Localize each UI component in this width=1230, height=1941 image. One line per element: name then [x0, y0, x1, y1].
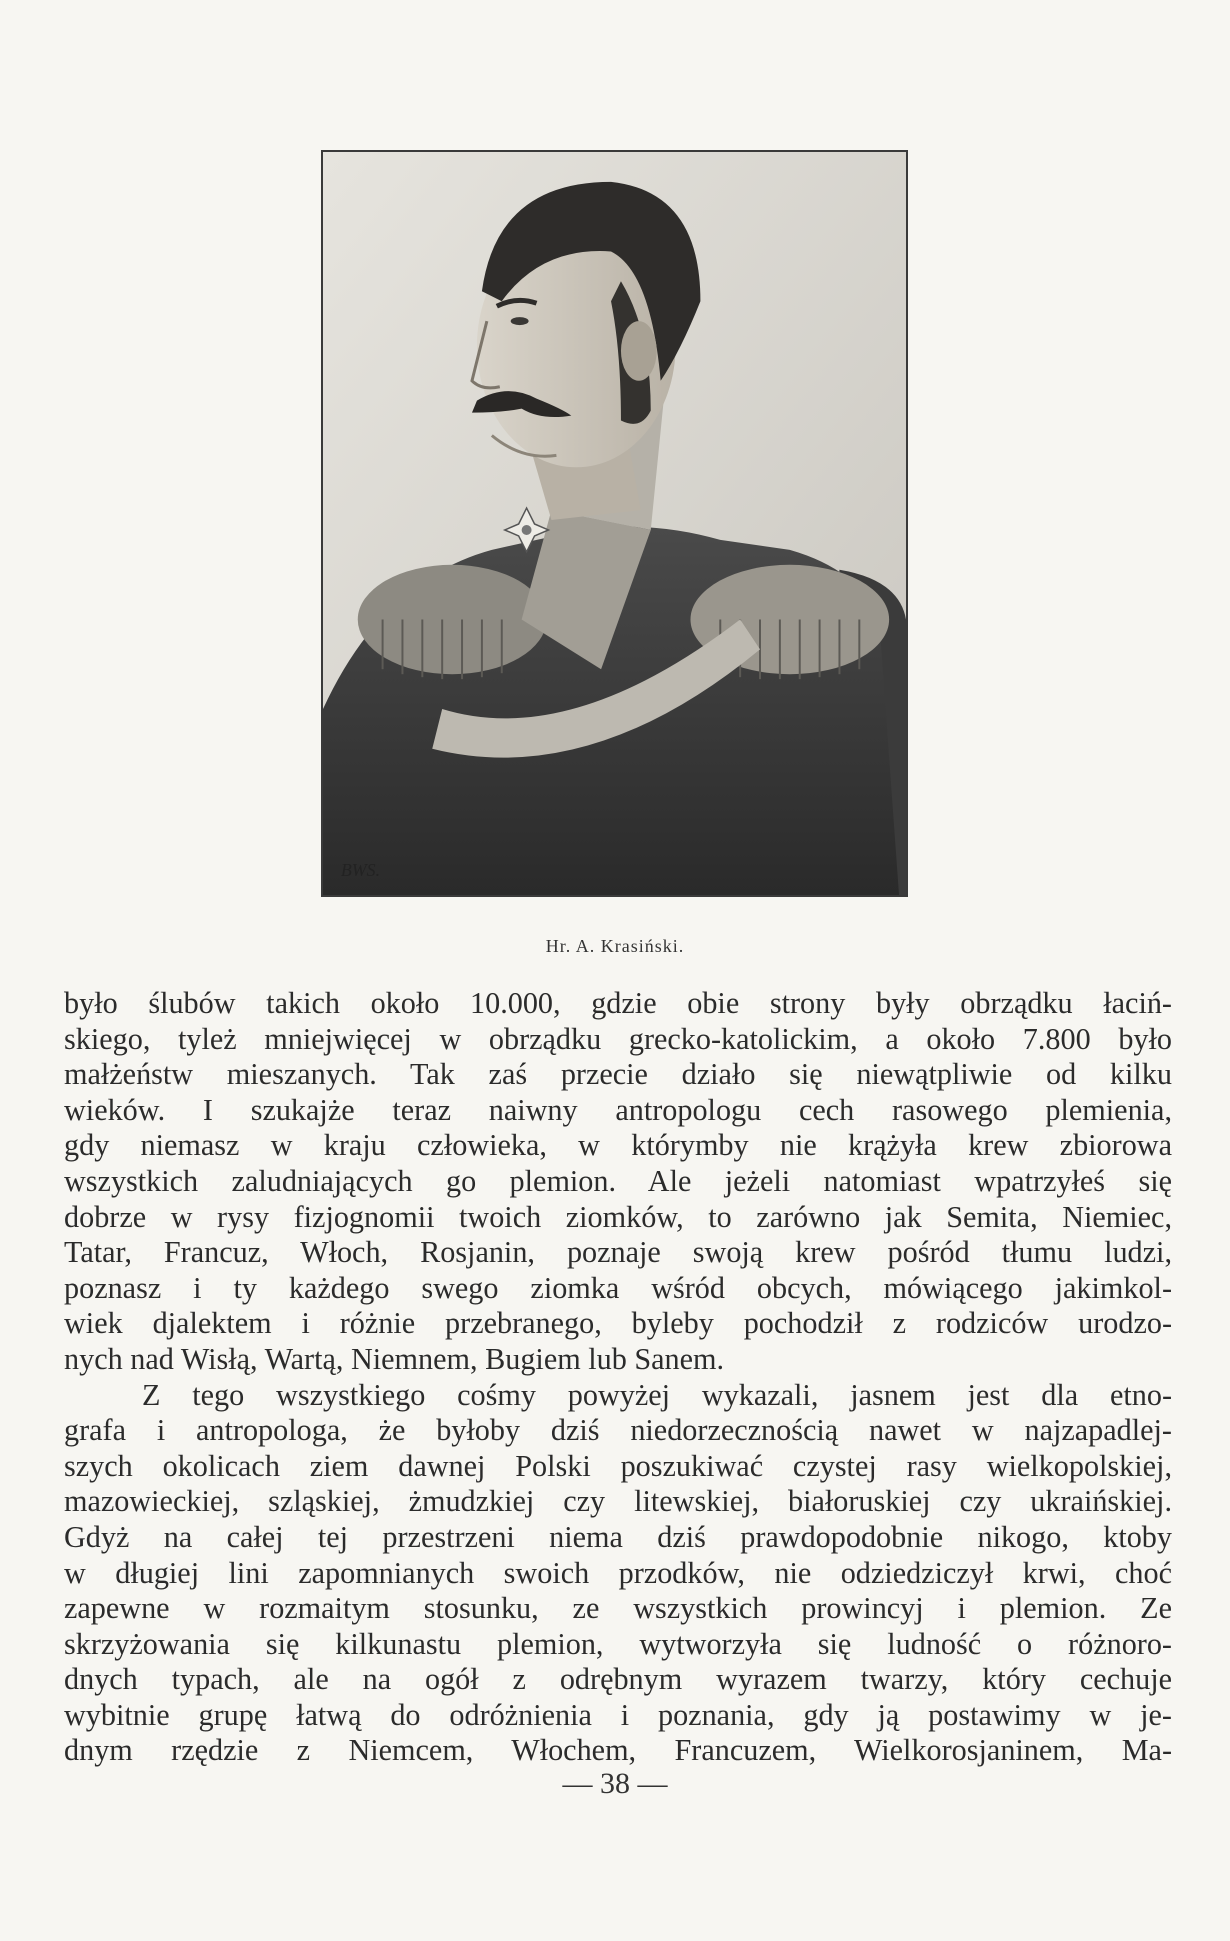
text-line: wszystkich zaludniających go plemion. Ale jeżeli natomiast wpatrzyłeś się	[64, 1163, 1172, 1198]
body-text	[64, 986, 1172, 1769]
text-line: wybitnie grupę łatwą do odróżnienia i poznania, gdy ją postawimy w je-	[64, 1697, 1172, 1732]
text-line: dnym rzędzie z Niemcem, Włochem, Francuzem, Wielkorosjaninem, Ma-	[64, 1733, 1172, 1768]
text-line: dnych typach, ale na ogół z odrębnym wyrazem twarzy, który cechuje	[64, 1662, 1172, 1697]
text-line: nych nad Wisłą, Wartą, Niemnem, Bugiem lub Sanem.	[64, 1341, 725, 1376]
text-line: Tatar, Francuz, Włoch, Rosjanin, poznaje swoją krew pośród tłumu ludzi,	[64, 1235, 1172, 1270]
text-line: poznasz i ty każdego swego ziomka wśród obcych, mówiącego jakimkol-	[64, 1270, 1172, 1305]
text-line: zapewne w rozmaitym stosunku, ze wszystkich prowincyj i plemion. Ze	[64, 1591, 1172, 1626]
portrait-signature: BWS.	[340, 860, 381, 881]
text-line: Z tego wszystkiego cośmy powyżej wykazali, jasnem jest dla etno-	[142, 1377, 1172, 1412]
text-line: w długiej lini zapomnianych swoich przodków, nie odziedziczył krwi, choć	[64, 1555, 1172, 1590]
text-line: dobrze w rysy fizjognomii twoich ziomków, to zarówno jak Semita, Niemiec,	[64, 1199, 1172, 1234]
text-line: wieków. I szukajże teraz naiwny antropologu cech rasowego plemienia,	[64, 1092, 1172, 1127]
portrait-illustration	[323, 152, 906, 895]
text-line: małżeństw mieszanych. Tak zaś przecie działo się niewątpliwie od kilku	[64, 1057, 1172, 1092]
portrait-photo	[321, 150, 908, 897]
text-line: mazowieckiej, szląskiej, żmudzkiej czy litewskiej, białoruskiej czy ukraińskiej.	[64, 1484, 1172, 1519]
paragraph-1	[64, 986, 1172, 1378]
text-line: było ślubów takich około 10.000, gdzie obie strony były obrządku łaciń-	[64, 986, 1172, 1020]
text-line: wiek djalektem i różnie przebranego, byleby pochodził z rodziców urodzo-	[64, 1306, 1172, 1341]
text-line: skiego, tyleż mniejwięcej w obrządku grecko-katolickim, a około 7.800 było	[64, 1021, 1172, 1056]
text-line: gdy niemasz w kraju człowieka, w którymby nie krążyła krew zbiorowa	[64, 1128, 1172, 1163]
text-line: grafa i antropologa, że byłoby dziś niedorzecznością nawet w najzapadlej-	[64, 1413, 1172, 1448]
figure-caption: Hr. A. Krasiński.	[545, 936, 685, 956]
page-number: — 38 —	[562, 1767, 668, 1800]
text-line: szych okolicach ziem dawnej Polski poszukiwać czystej rasy wielkopolskiej,	[64, 1448, 1172, 1483]
text-line: skrzyżowania się kilkunastu plemion, wytworzyła się ludność o różnoro-	[64, 1626, 1172, 1661]
text-line: Gdyż na całej tej przestrzeni niema dziś prawdopodobnie nikogo, ktoby	[64, 1519, 1172, 1554]
paragraph-2	[64, 1378, 1172, 1770]
